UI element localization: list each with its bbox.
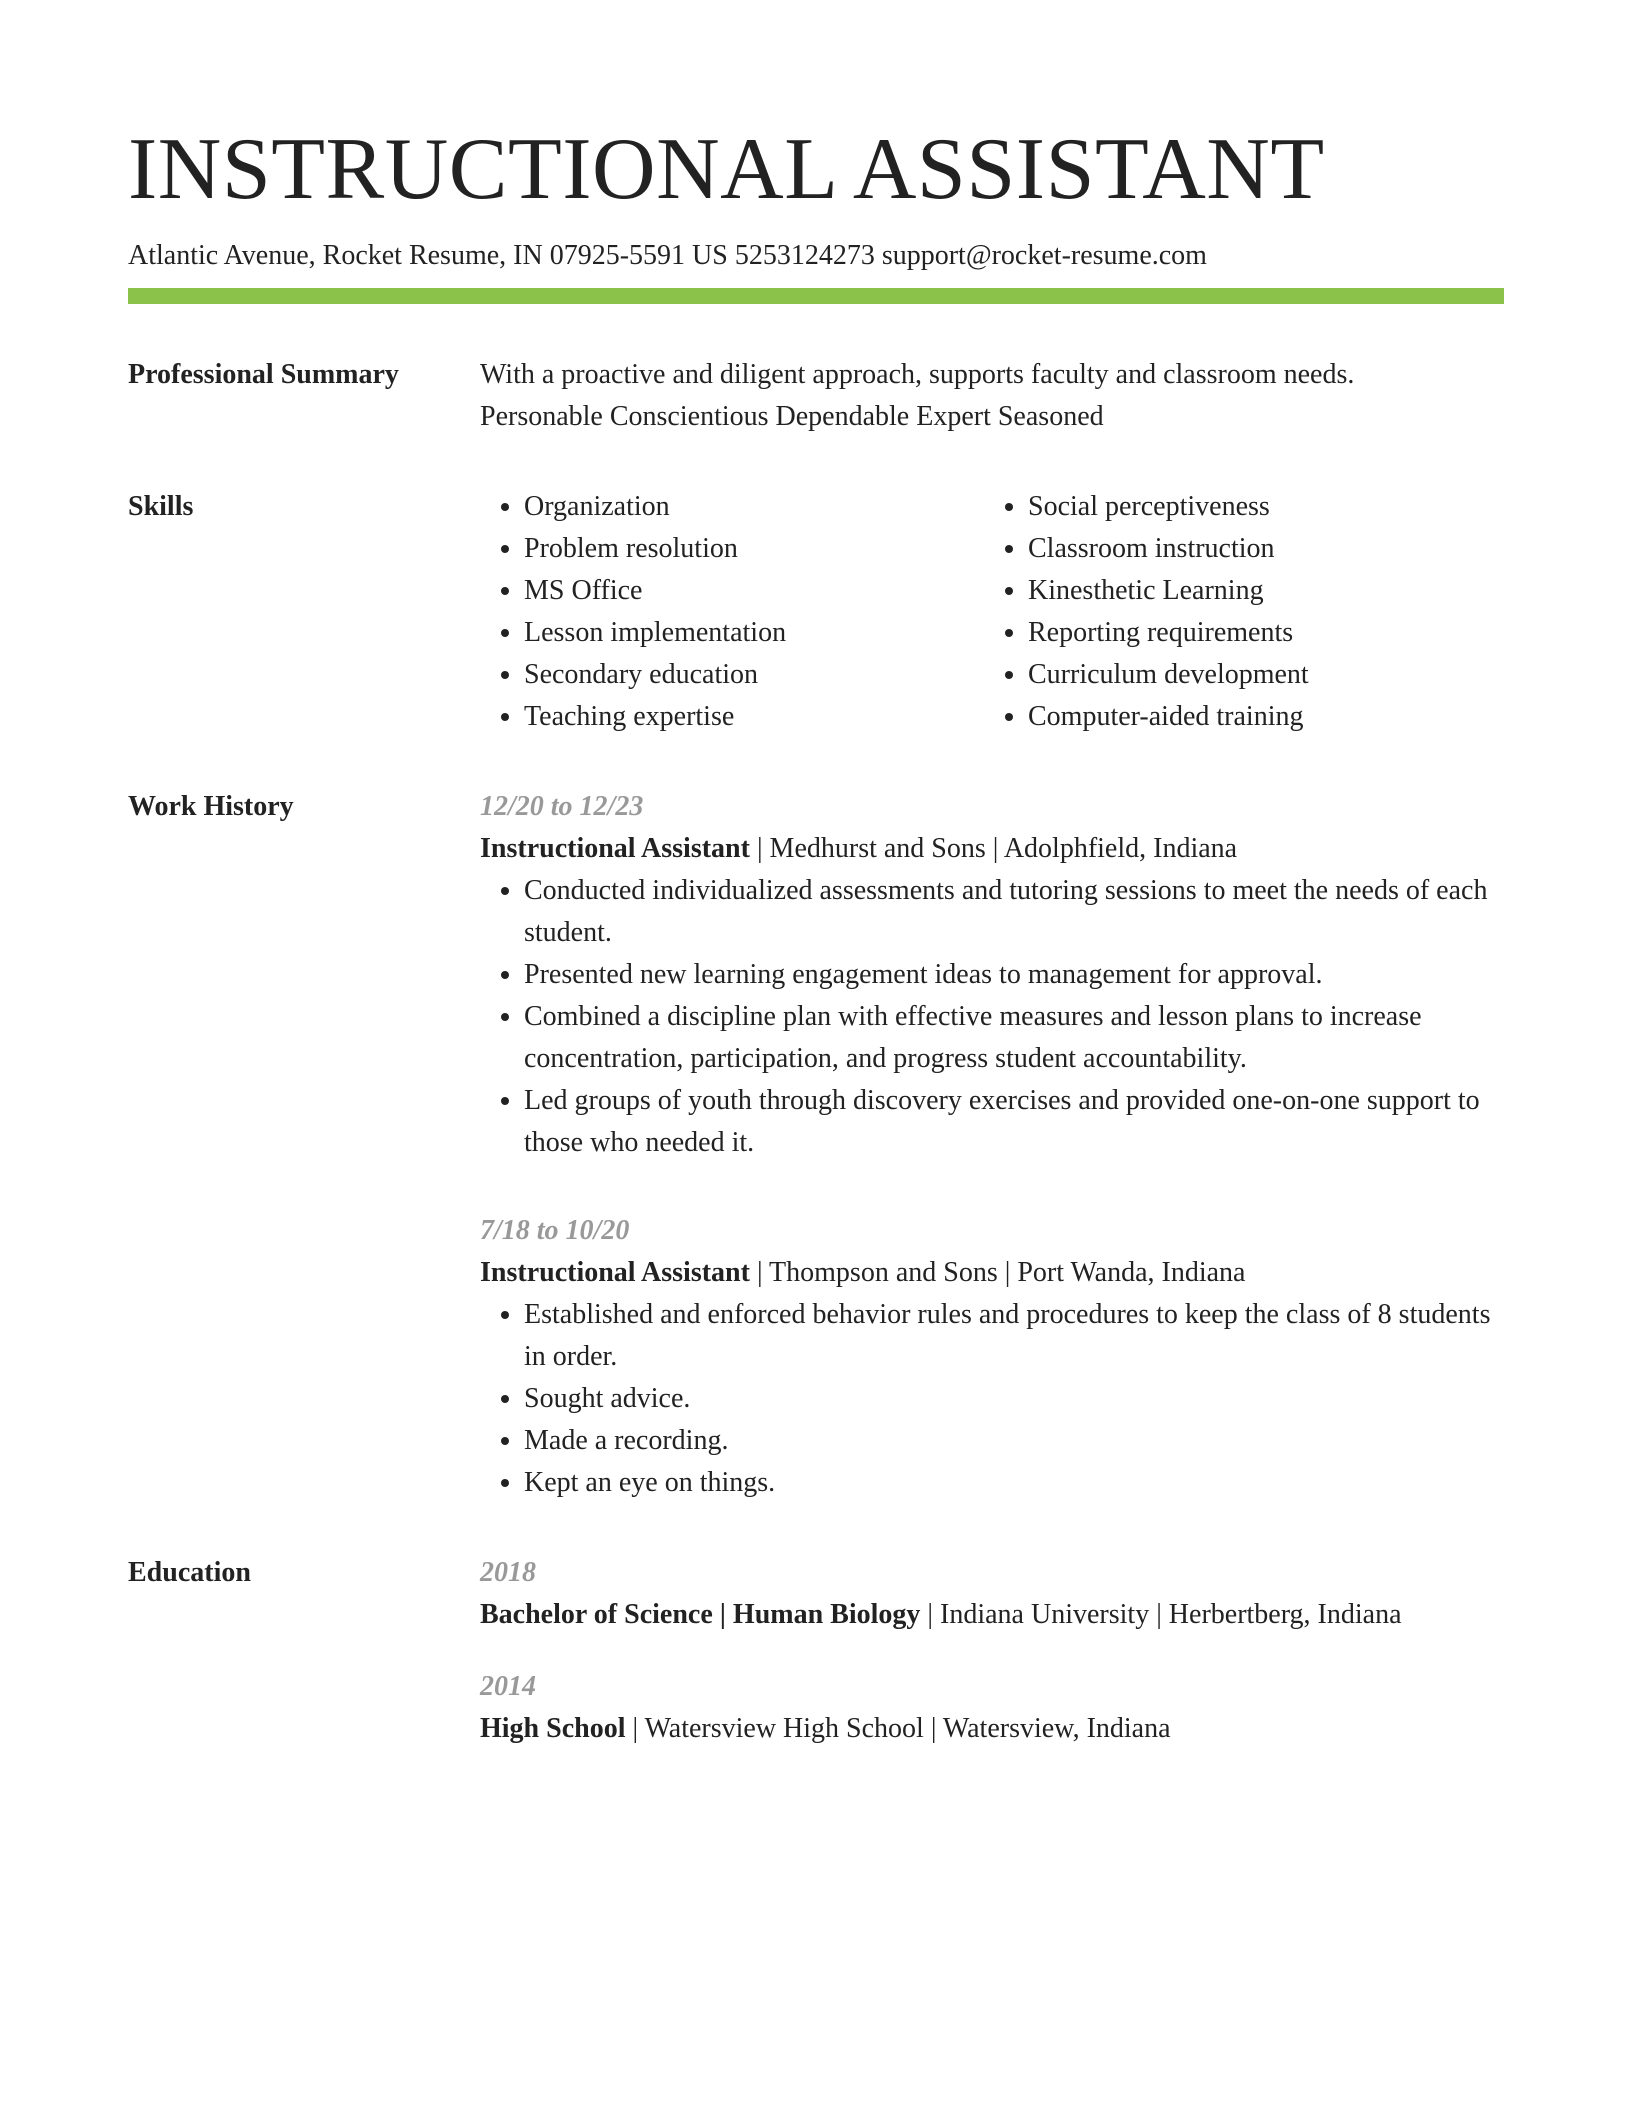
education-degree: High School (480, 1713, 626, 1744)
skills-column-right (984, 486, 1488, 738)
skill-item: • Classroom instruction (1028, 528, 1488, 570)
skill-item: • MS Office (524, 570, 984, 612)
skill-item: • Curriculum development (1028, 654, 1488, 696)
job-bullet: • Combined a discipline plan with effective measures and lesson plans to increase concentration, participation, and progress student accountability. (524, 996, 1504, 1080)
work-history-body (480, 786, 1504, 1504)
section-label-skills: Skills (128, 491, 194, 522)
education-line (480, 1708, 1504, 1750)
job-date: 7/18 to 10/20 (480, 1215, 630, 1246)
job-employer-location: | Medhurst and Sons | Adolphfield, Indiana (749, 833, 1238, 864)
skills-section (128, 486, 1504, 738)
job-bullet: • Established and enforced behavior rules and procedures to keep the class of 8 students in order. (524, 1294, 1504, 1378)
job-bullet: • Made a recording. (524, 1420, 1504, 1462)
skill-item: • Kinesthetic Learning (1028, 570, 1488, 612)
skill-item: • Teaching expertise (524, 696, 984, 738)
job-title: Instructional Assistant (480, 833, 750, 864)
job-bullet: • Conducted individualized assessments and tutoring sessions to meet the needs of each student. (524, 870, 1504, 954)
skill-item: • Organization (524, 486, 984, 528)
job-bullets (480, 870, 1504, 1164)
job-employer-location: | Thompson and Sons | Port Wanda, Indiana (749, 1257, 1246, 1288)
education-entry (480, 1666, 1504, 1750)
contact-line: Atlantic Avenue, Rocket Resume, IN 07925-5591 US 5253124273 support@rocket-resume.com (128, 240, 1207, 271)
job-entry (480, 1210, 1504, 1504)
summary-traits: Personable Conscientious Dependable Expert Seasoned (480, 401, 1104, 432)
skill-item: • Lesson implementation (524, 612, 984, 654)
section-label-summary: Professional Summary (128, 359, 399, 390)
education-degree: Bachelor of Science | Human Biology (480, 1599, 921, 1630)
job-date: 12/20 to 12/23 (480, 791, 644, 822)
education-line (480, 1594, 1504, 1636)
education-institution: | Watersview High School | Watersview, Indiana (625, 1713, 1171, 1744)
summary-body (480, 354, 1504, 438)
education-entry (480, 1552, 1504, 1636)
job-bullet: • Presented new learning engagement ideas to management for approval. (524, 954, 1504, 996)
resume-page (128, 118, 1504, 1750)
education-institution: | Indiana University | Herbertberg, Indiana (920, 1599, 1402, 1630)
skill-item: • Social perceptiveness (1028, 486, 1488, 528)
summary-section (128, 354, 1504, 438)
section-label-work-history: Work History (128, 791, 294, 822)
job-entry (480, 786, 1504, 1164)
skill-item: • Computer-aided training (1028, 696, 1488, 738)
education-section (128, 1552, 1504, 1750)
education-date: 2018 (480, 1557, 536, 1588)
resume-name: INSTRUCTIONAL ASSISTANT (128, 121, 1325, 218)
skill-item: • Problem resolution (524, 528, 984, 570)
header-accent-rule (128, 288, 1504, 304)
work-history-section (128, 786, 1504, 1504)
job-bullet: • Led groups of youth through discovery exercises and provided one-on-one support to those who needed it. (524, 1080, 1504, 1164)
job-title: Instructional Assistant (480, 1257, 750, 1288)
job-bullet: • Kept an eye on things. (524, 1462, 1504, 1504)
education-date: 2014 (480, 1671, 536, 1702)
education-body (480, 1552, 1504, 1750)
summary-line: With a proactive and diligent approach, supports faculty and classroom needs. (480, 359, 1355, 390)
job-bullets (480, 1294, 1504, 1504)
job-bullet: • Sought advice. (524, 1378, 1504, 1420)
skill-item: • Reporting requirements (1028, 612, 1488, 654)
skills-columns (480, 486, 1504, 738)
job-title-line (480, 828, 1504, 870)
skill-item: • Secondary education (524, 654, 984, 696)
job-title-line (480, 1252, 1504, 1294)
section-label-education: Education (128, 1557, 251, 1588)
skills-column-left (480, 486, 984, 738)
